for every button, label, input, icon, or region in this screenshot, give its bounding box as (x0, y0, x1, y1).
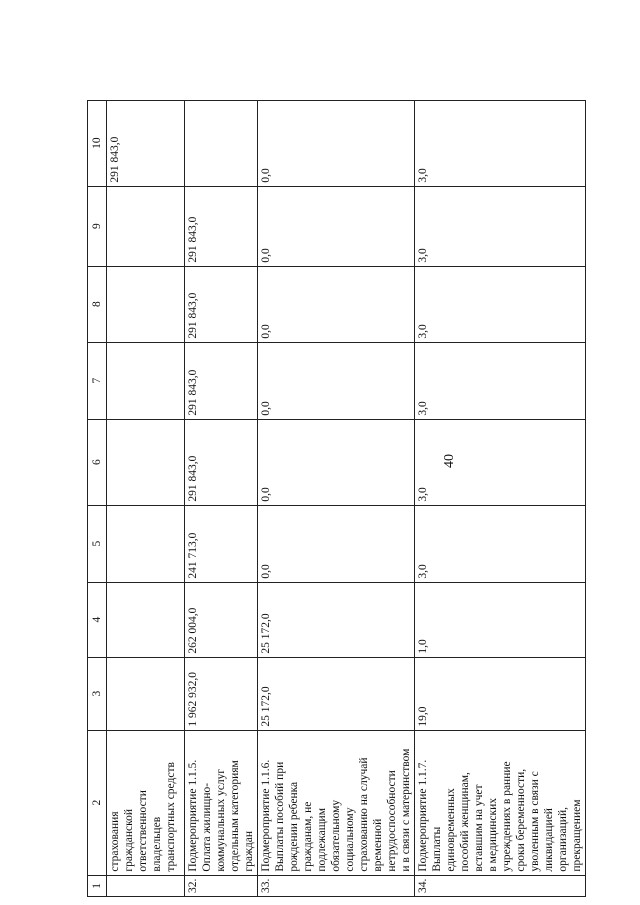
value-cell: 3,0 (415, 186, 586, 266)
value-cell (107, 419, 185, 505)
column-header: 1 (88, 875, 107, 896)
budget-table (87, 100, 586, 897)
row-number: 32. (185, 875, 258, 896)
value-cell (107, 266, 185, 342)
value-cell (107, 342, 185, 419)
value-cell: 3,0 (415, 342, 586, 419)
value-cell (107, 582, 185, 657)
value-cell: 1,0 (415, 582, 586, 657)
column-header: 10 (88, 100, 107, 186)
column-header: 2 (88, 730, 107, 875)
row-description: Подмероприятие 1.1.7. Выплаты единовременных пособий женщинам, вставшим на учет в медицинских учреждениях в ранние сроки беременности, уволенным в связи с ликвидацией организаций, прекращением (415, 730, 586, 875)
value-cell: 291 843,0 (185, 419, 258, 505)
value-cell: 0,0 (258, 419, 415, 505)
column-header: 6 (88, 419, 107, 505)
table-row (258, 100, 415, 896)
value-cell: 291 843,0 (107, 100, 185, 186)
value-cell: 291 843,0 (185, 186, 258, 266)
header-row (88, 100, 107, 896)
column-header: 5 (88, 505, 107, 582)
page-number: 40 (442, 454, 457, 468)
value-cell (185, 100, 258, 186)
row-description: Подмероприятие 1.1.6. Выплаты пособий при рождении ребенка гражданам, не подлежащим обязательному социальному страхованию на случай временной нетрудоспособности и в связи с материнством (258, 730, 415, 875)
value-cell: 3,0 (415, 266, 586, 342)
row-number: 33. (258, 875, 415, 896)
value-cell (107, 505, 185, 582)
value-cell: 241 713,0 (185, 505, 258, 582)
value-cell: 3,0 (415, 505, 586, 582)
column-header: 4 (88, 582, 107, 657)
value-cell: 3,0 (415, 419, 586, 505)
column-header: 3 (88, 657, 107, 730)
value-cell: 0,0 (258, 266, 415, 342)
row-number: 34. (415, 875, 586, 896)
value-cell: 25 172,0 (258, 582, 415, 657)
row-description: страхования гражданской ответственности владельцев транспортных средств (107, 730, 185, 875)
value-cell: 1 962 932,0 (185, 657, 258, 730)
value-cell: 0,0 (258, 100, 415, 186)
value-cell (107, 186, 185, 266)
row-description: Подмероприятие 1.1.5. Оплата жилищно- коммунальных услуг отдельным категориям граждан (185, 730, 258, 875)
column-header: 7 (88, 342, 107, 419)
column-header: 9 (88, 186, 107, 266)
value-cell: 3,0 (415, 100, 586, 186)
table-row (185, 100, 258, 896)
value-cell: 19,0 (415, 657, 586, 730)
value-cell (107, 657, 185, 730)
value-cell: 291 843,0 (185, 266, 258, 342)
column-header: 8 (88, 266, 107, 342)
row-number (107, 875, 185, 896)
value-cell: 25 172,0 (258, 657, 415, 730)
value-cell: 0,0 (258, 342, 415, 419)
table-body (88, 100, 586, 896)
table-row (107, 100, 185, 896)
value-cell: 0,0 (258, 505, 415, 582)
value-cell: 262 004,0 (185, 582, 258, 657)
value-cell: 0,0 (258, 186, 415, 266)
value-cell: 291 843,0 (185, 342, 258, 419)
table-row (415, 100, 586, 896)
